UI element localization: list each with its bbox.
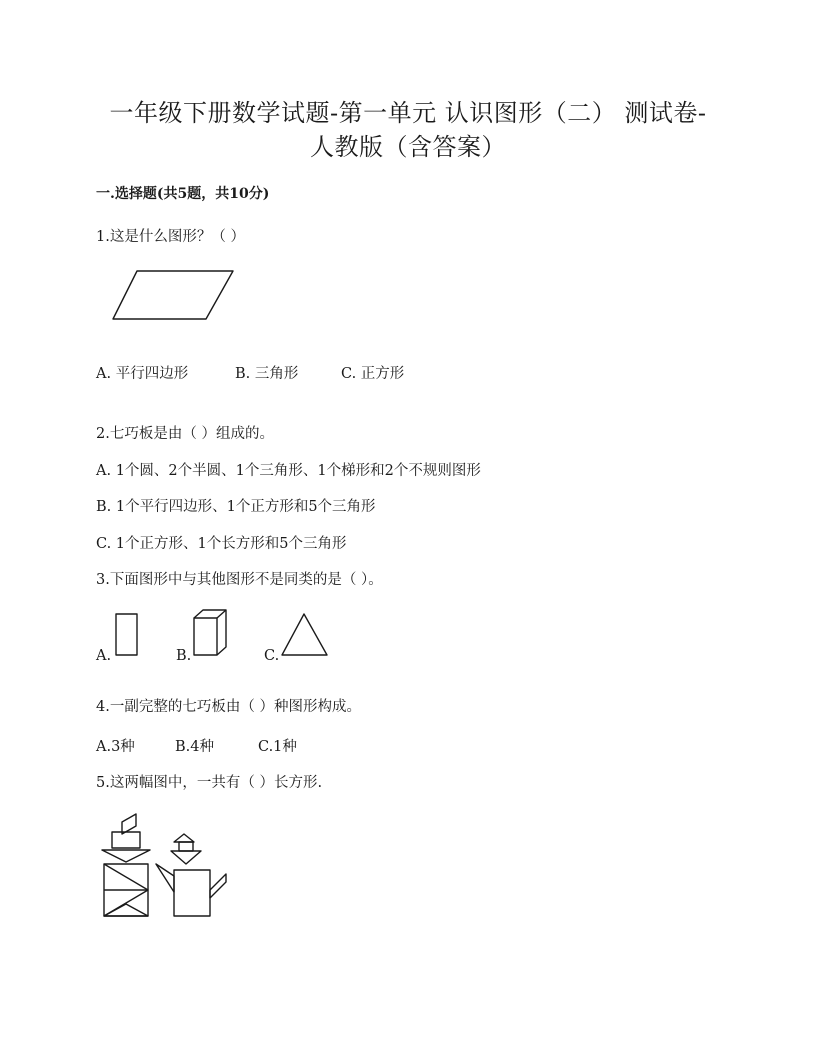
section-heading: 一.选择题(共5题，共10分) — [96, 186, 270, 202]
question-1-stem: 1.这是什么图形？（ ） — [96, 229, 245, 245]
question-1-option-b: B. 三角形 — [235, 366, 299, 382]
cuboid-figure — [192, 608, 228, 658]
question-4-option-c: C.1种 — [258, 739, 297, 755]
triangle-figure — [280, 612, 330, 658]
question-3-option-c: C. — [264, 648, 280, 664]
tangram-figures — [98, 808, 234, 924]
question-2-stem: 2.七巧板是由（ ）组成的。 — [96, 426, 274, 442]
question-4-option-b: B.4种 — [175, 739, 214, 755]
question-1-option-c: C. 正方形 — [341, 366, 405, 382]
question-3-stem: 3.下面图形中与其他图形不是同类的是（ ）。 — [96, 572, 383, 588]
question-3-option-b: B. — [176, 648, 192, 664]
question-2-option-c: C. 1个正方形、1个长方形和5个三角形 — [96, 536, 347, 552]
rectangle-figure — [114, 612, 140, 658]
page-title-line-2: 人教版（含答案） — [310, 133, 506, 161]
question-5-stem: 5.这两幅图中，一共有（ ）长方形. — [96, 775, 323, 791]
page-title-line-1: 一年级下册数学试题-第一单元 认识图形（二） 测试卷- — [109, 99, 707, 127]
question-2-option-b: B. 1个平行四边形、1个正方形和5个三角形 — [96, 499, 376, 515]
question-1-option-a: A. 平行四边形 — [96, 366, 189, 382]
question-4-stem: 4.一副完整的七巧板由（ ）种图形构成。 — [96, 699, 361, 715]
question-3-option-a: A. — [96, 648, 112, 664]
parallelogram-figure — [110, 268, 240, 324]
question-2-option-a: A. 1个圆、2个半圆、1个三角形、1个梯形和2个不规则图形 — [96, 463, 481, 479]
question-4-option-a: A.3种 — [96, 739, 135, 755]
